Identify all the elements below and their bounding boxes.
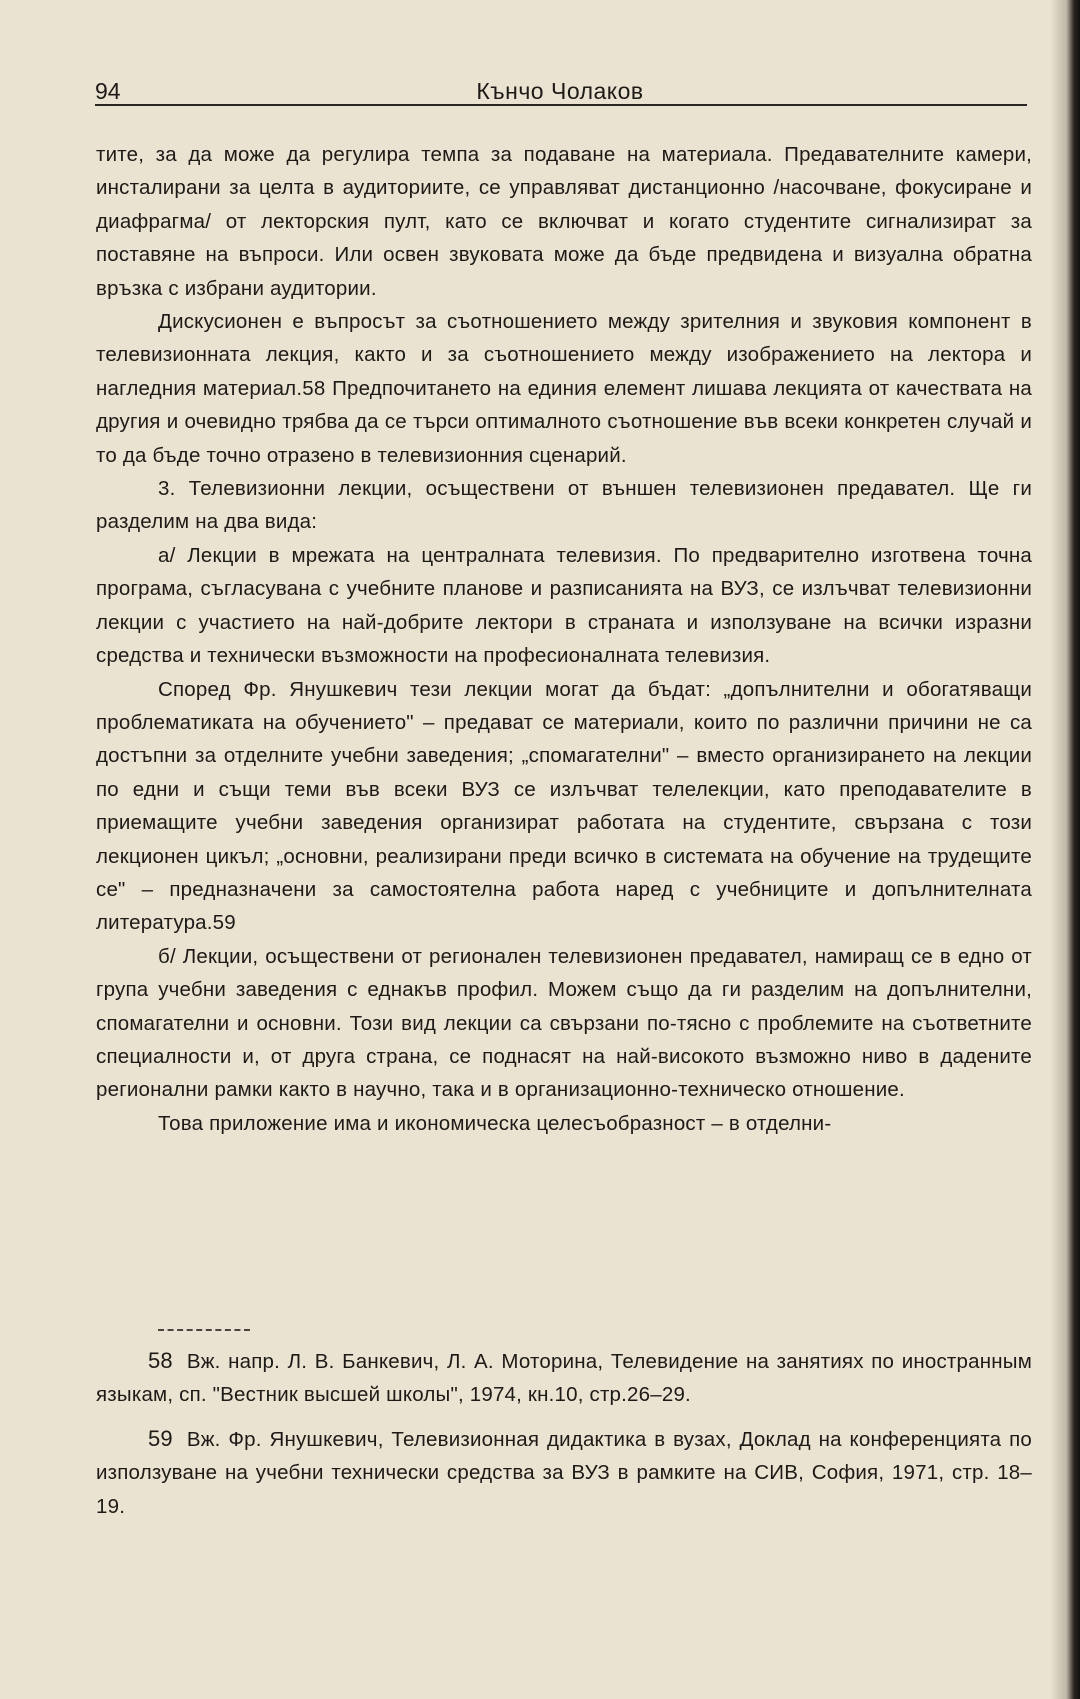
paragraph: б/ Лекции, осъществени от регионален телевизионен предавател, намиращ се в едно от група учебни заведения с еднакъв профил. Можем също да ги разделим на допълнителни, спомагателни и основни. Този вид лекции са свързани по-тясно с проблемите на съответните специалности и, от друга страна, се поднасят на най-високото възможно ниво в дадените регионални рамки както в научно, така и в организационно-техническо отношение. [96,944,1032,1102]
footnotes [96,1344,1032,1523]
footnote-text: Вж. напр. Л. В. Банкевич, Л. А. Моторина, Телевидение на занятиях по иностранным языкам, сп. "Вестник высшей школы", 1974, кн.10, стр.26–29. [96,1350,1032,1407]
footnote [96,1344,1032,1412]
header-rule [95,104,1027,106]
footnote-separator [158,1329,250,1331]
paragraph: Според Фр. Янушкевич тези лекции могат да бъдат: „допълнителни и обогатяващи проблематиката на обучението" – предават се материали, които по различни причини не са достъпни за отделните учебни заведения; „спомагателни" – вместо организирането на лекции по едни и същи теми във всеки ВУЗ се излъчват телелекции, като преподавателите в приемащите учебни заведения организират работата на студентите, свързана с този лекционен цикъл; „основни, реализирани преди всичко в системата на обучение на трудещите се" – предназначени за самостоятелна работа наред с учебниците и допълнителната литература.59 [96,677,1032,935]
footnote-text: Вж. Фр. Янушкевич, Телевизионная дидактика в вузах, Доклад на конференцията по използуване на учебни технически средства за ВУЗ в рамките на СИВ, София, 1971, стр. 18–19. [96,1427,1032,1518]
page-number: 94 [95,78,121,104]
footnote-number: 59 [148,1425,173,1451]
page-header [95,70,1025,106]
footnote [96,1422,1032,1523]
paragraph: тите, за да може да регулира темпа за подаване на материала. Предавателните камери, инсталирани за целта в аудиториите, се управляват дистанционно /насочване, фокусиране и диафрагма/ от лекторския пулт, като се включват и когато студентите сигнализират за поставяне на въпроси. Или освен звуковата може да бъде предвидена и визуална обратна връзка с избрани аудитории. [96,143,1032,300]
paragraph: Това приложение има и икономическа целесъобразност – в отделни- [158,1111,832,1135]
paragraph: 3. Телевизионни лекции, осъществени от външен телевизионен предавател. Ще ги разделим на два вида: [96,477,1032,534]
paragraph: а/ Лекции в мрежата на централната телевизия. По предварително изготвена точна програма, съгласувана с учебните планове и разписанията на ВУЗ, се излъчват телевизионни лекции с участието на най-добрите лектори в страната и използуване на всички изразни средства и технически възможности на професионалната телевизия. [96,543,1032,668]
footnote-number: 58 [148,1348,173,1373]
running-head: Кънчо Чолаков [476,78,644,104]
paragraph: Дискусионен е въпросът за съотношението между зрителния и звуковия компонент в телевизионната лекция, както и за съотношението между изображението на лектора и нагледния материал.58 Предпочитането на единия елемент лишава лекцията от качествата на другия и очевидно трябва да се търси оптималното съотношение във всеки конкретен случай и то да бъде точно отразено в телевизионния сценарий. [96,310,1032,467]
page-edge-shadow [1050,0,1080,1699]
body-text [96,138,1032,1140]
